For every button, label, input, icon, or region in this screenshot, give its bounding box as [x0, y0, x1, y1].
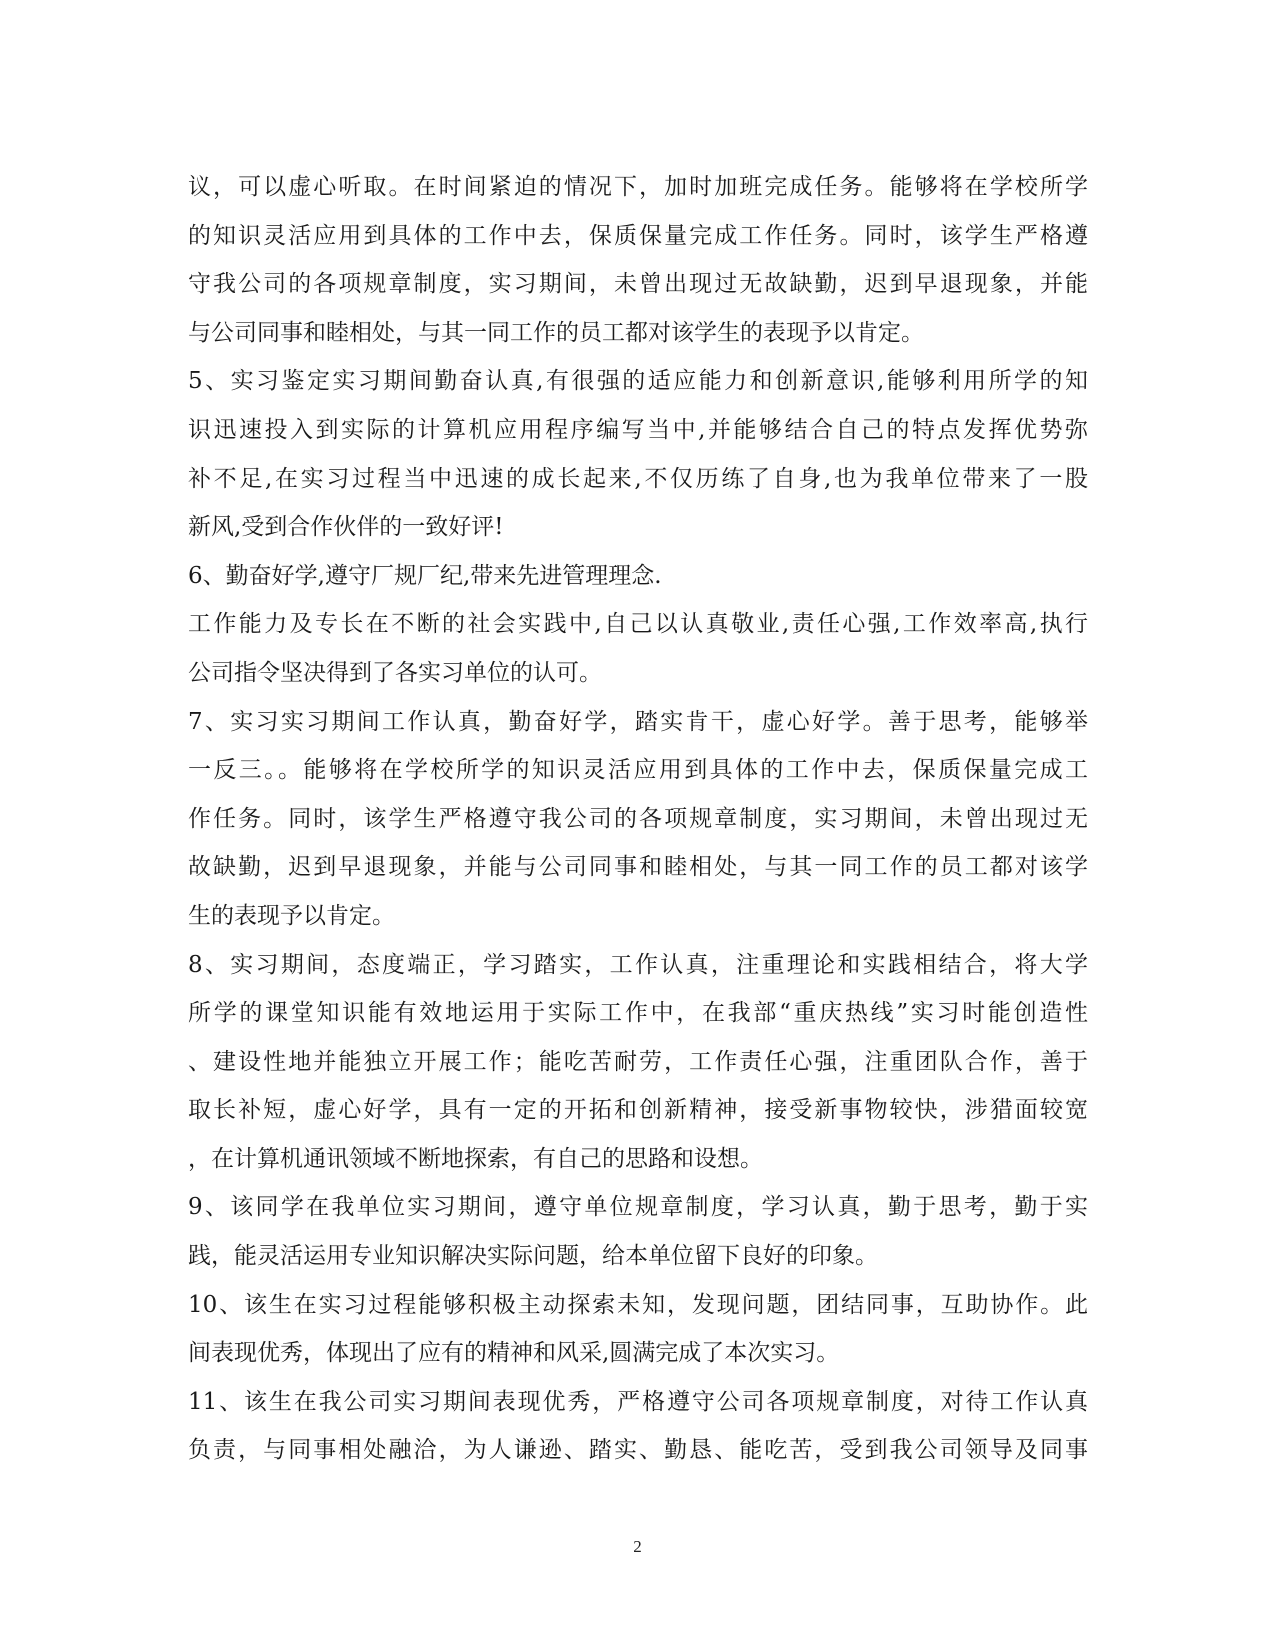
text-line: 、建设性地并能独立开展工作；能吃苦耐劳，工作责任心强，注重团队合作，善于 — [188, 1048, 1088, 1075]
page-number: 2 — [633, 1537, 642, 1556]
text-line: 间表现优秀，体现出了应有的精神和风采,圆满完成了本次实习。 — [188, 1340, 840, 1367]
text-line: 所学的课堂知识能有效地运用于实际工作中，在我部“重庆热线”实习时能创造性 — [188, 1000, 1088, 1027]
text-line: 作任务。同时，该学生严格遵守我公司的各项规章制度，实习期间，未曾出现过无 — [188, 805, 1088, 832]
text-line: 一反三。。能够将在学校所学的知识灵活应用到具体的工作中去，保质保量完成工 — [188, 757, 1088, 784]
text-line: 补不足,在实习过程当中迅速的成长起来,不仅历练了自身,也为我单位带来了一股 — [188, 465, 1088, 492]
text-line: 7、实习实习期间工作认真，勤奋好学，踏实肯干，虚心好学。善于思考，能够举 — [188, 708, 1088, 735]
text-line: 生的表现予以肯定。 — [188, 902, 395, 929]
text-line: 议，可以虚心听取。在时间紧迫的情况下，加时加班完成任务。能够将在学校所学 — [188, 174, 1088, 200]
body-text — [188, 163, 1088, 1475]
text-line: 工作能力及专长在不断的社会实践中,自己以认真敬业,责任心强,工作效率高,执行 — [188, 611, 1088, 638]
text-line: 5、实习鉴定实习期间勤奋认真,有很强的适应能力和创新意识,能够利用所学的知 — [188, 368, 1088, 395]
text-line: 识迅速投入到实际的计算机应用程序编写当中,并能够结合自己的特点发挥优势弥 — [188, 416, 1088, 443]
text-line: 故缺勤，迟到早退现象，并能与公司同事和睦相处，与其一同工作的员工都对该学 — [188, 854, 1088, 881]
text-line: 新风,受到合作伙伴的一致好评! — [188, 514, 504, 541]
text-line: 的知识灵活应用到具体的工作中去，保质保量完成工作任务。同时，该学生严格遵 — [188, 222, 1088, 249]
text-line: 6、勤奋好学,遵守厂规厂纪,带来先进管理理念. — [188, 562, 662, 589]
text-line: 取长补短，虚心好学，具有一定的开拓和创新精神，接受新事物较快，涉猎面较宽 — [188, 1097, 1088, 1124]
text-line: 11、该生在我公司实习期间表现优秀，严格遵守公司各项规章制度，对待工作认真 — [188, 1388, 1088, 1415]
text-line: 8、实习期间，态度端正，学习踏实，工作认真，注重理论和实践相结合，将大学 — [188, 951, 1088, 978]
text-line: 9、该同学在我单位实习期间，遵守单位规章制度，学习认真，勤于思考，勤于实 — [188, 1194, 1088, 1221]
text-line: 践，能灵活运用专业知识解决实际问题，给本单位留下良好的印象。 — [188, 1243, 878, 1270]
text-line: 负责，与同事相处融洽，为人谦逊、踏实、勤恳、能吃苦，受到我公司领导及同事 — [188, 1437, 1088, 1464]
text-line: 守我公司的各项规章制度，实习期间，未曾出现过无故缺勤，迟到早退现象，并能 — [188, 271, 1088, 298]
text-line: 10、该生在实习过程能够积极主动探索未知，发现问题，团结同事，互助协作。此 — [188, 1291, 1088, 1318]
text-line: 公司指令坚决得到了各实习单位的认可。 — [188, 659, 602, 686]
text-line: 与公司同事和睦相处，与其一同工作的员工都对该学生的表现予以肯定。 — [188, 319, 924, 346]
text-line: ，在计算机通讯领域不断地探索，有自己的思路和设想。 — [188, 1145, 763, 1172]
